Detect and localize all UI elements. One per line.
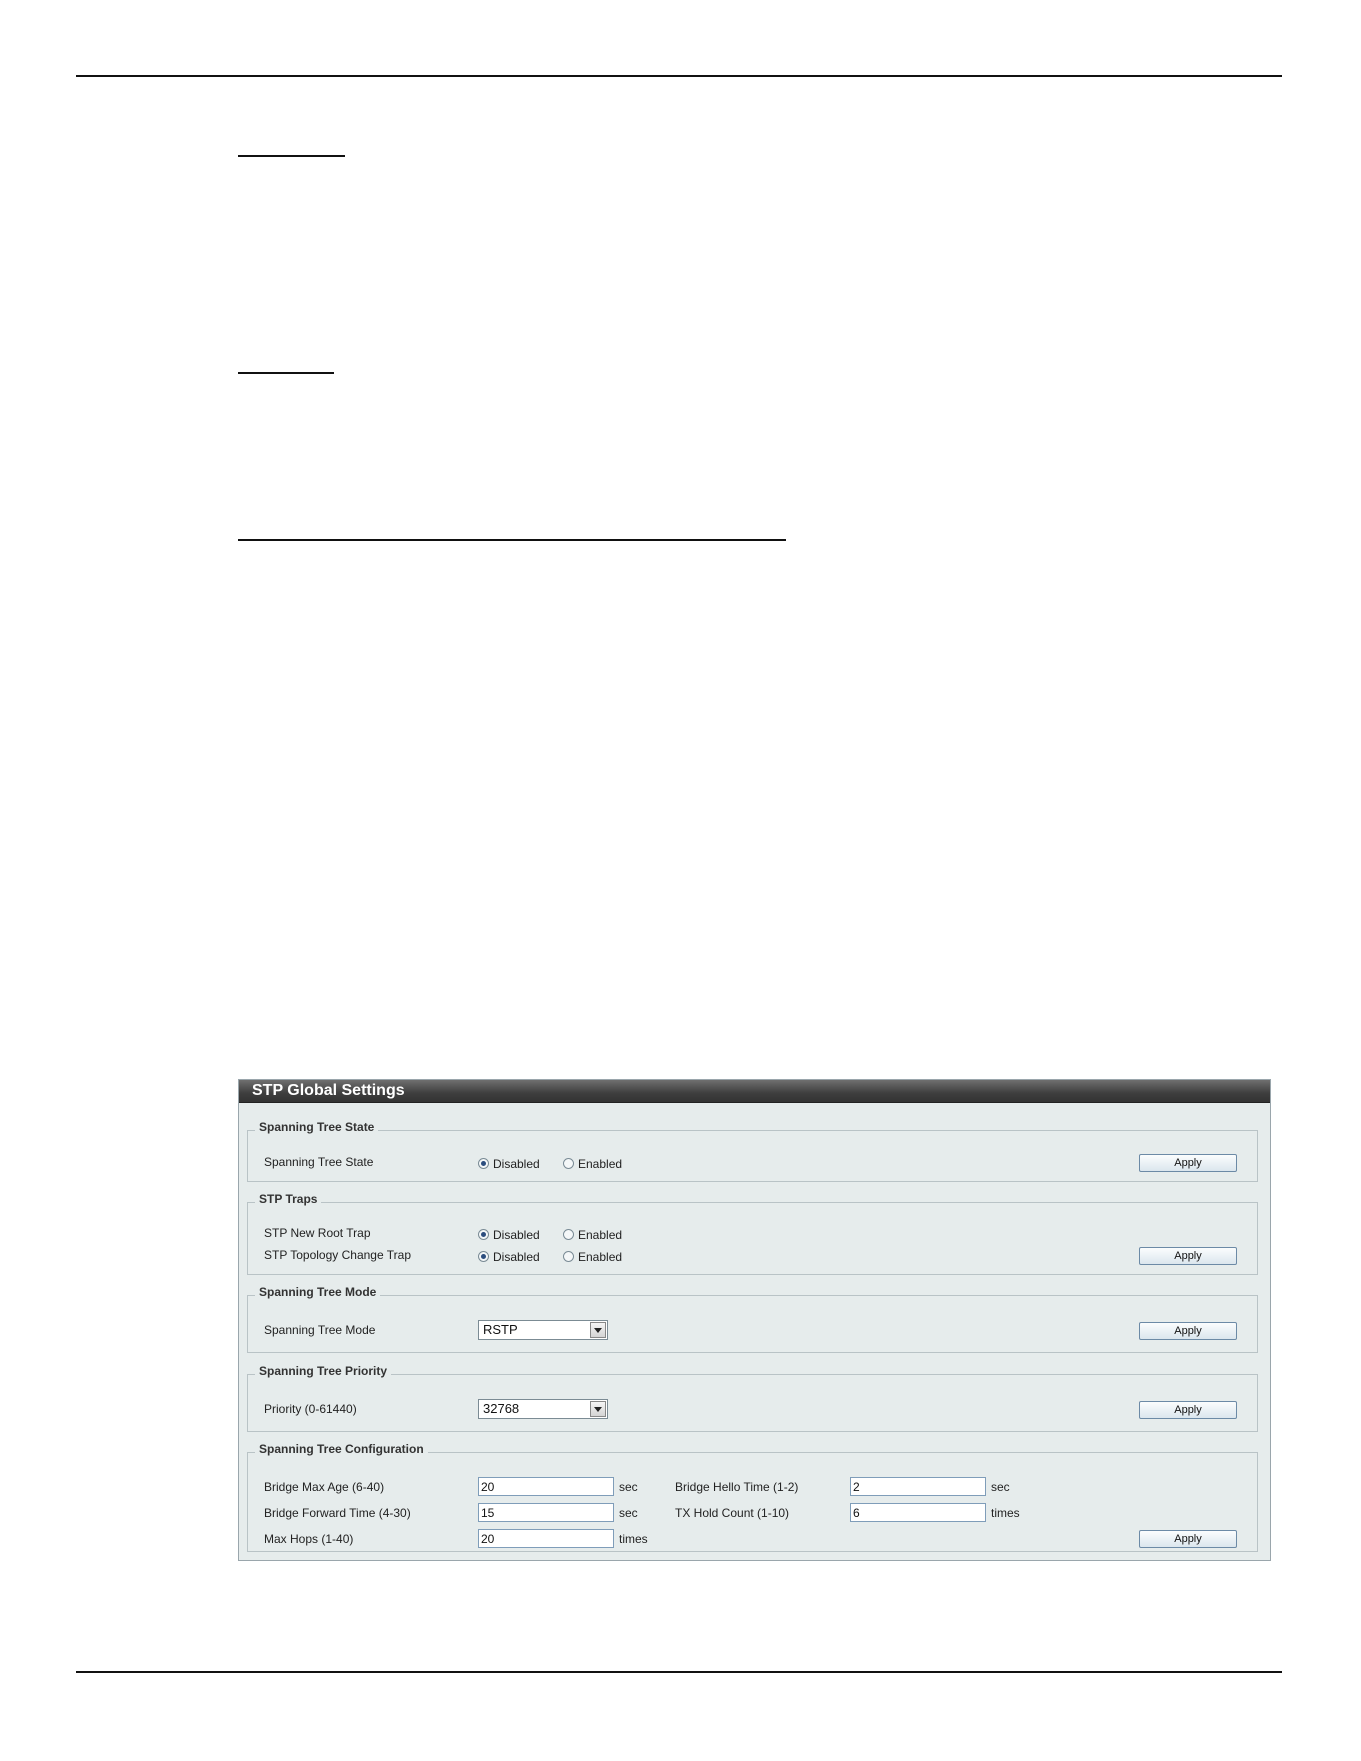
chevron-down-icon[interactable] [590,1401,606,1417]
radio-unselected-icon [563,1229,574,1240]
new-root-trap-label: STP New Root Trap [264,1226,371,1240]
fieldset-spanning-tree-configuration [247,1442,1258,1552]
fieldset-legend: Spanning Tree State [255,1120,378,1134]
bridge-forward-time-label: Bridge Forward Time (4-30) [264,1506,411,1520]
priority-apply-button[interactable]: Apply [1139,1401,1237,1419]
bridge-forward-time-input[interactable] [478,1503,614,1522]
stp-global-settings-panel [238,1079,1271,1561]
max-hops-label: Max Hops (1-40) [264,1532,354,1546]
select-value: RSTP [483,1322,518,1337]
unit-label: sec [991,1480,1010,1494]
page-header-rule [76,75,1282,77]
priority-label: Priority (0-61440) [264,1402,357,1416]
bridge-hello-time-label: Bridge Hello Time (1-2) [675,1480,799,1494]
bridge-max-age-label: Bridge Max Age (6-40) [264,1480,385,1494]
radio-selected-icon [478,1158,489,1169]
fieldset-legend: Spanning Tree Mode [255,1285,380,1299]
chevron-down-icon[interactable] [590,1322,606,1338]
spanning-tree-mode-label: Spanning Tree Mode [264,1323,376,1337]
priority-select[interactable] [478,1399,608,1419]
fieldset-spanning-tree-state [247,1120,1258,1182]
radio-unselected-icon [563,1158,574,1169]
unit-label: times [991,1506,1020,1520]
page-footer-rule [76,1671,1282,1673]
spanning-tree-mode-select[interactable] [478,1320,608,1340]
fieldset-legend: Spanning Tree Configuration [255,1442,428,1456]
topology-change-trap-label: STP Topology Change Trap [264,1248,411,1262]
fieldset-stp-traps [247,1192,1258,1275]
panel-title: STP Global Settings [239,1080,1270,1103]
unit-label: times [619,1532,648,1546]
heading-underline-2 [238,372,334,374]
spanning-tree-state-label: Spanning Tree State [264,1155,374,1169]
topology-enabled-radio[interactable]: Enabled [563,1249,622,1264]
tx-hold-count-input[interactable] [850,1503,986,1522]
state-apply-button[interactable]: Apply [1139,1154,1237,1172]
fieldset-spanning-tree-mode [247,1285,1258,1353]
heading-underline-1 [238,155,345,157]
radio-unselected-icon [563,1251,574,1262]
topology-disabled-radio[interactable]: Disabled [478,1249,540,1264]
heading-underline-3 [238,539,786,541]
tx-hold-count-label: TX Hold Count (1-10) [675,1506,790,1520]
new-root-disabled-radio[interactable]: Disabled [478,1227,540,1242]
max-hops-input[interactable] [478,1529,614,1548]
bridge-max-age-input[interactable] [478,1477,614,1496]
state-disabled-radio[interactable]: Disabled [478,1156,540,1171]
radio-selected-icon [478,1251,489,1262]
new-root-enabled-radio[interactable]: Enabled [563,1227,622,1242]
fieldset-spanning-tree-priority [247,1364,1258,1432]
fieldset-legend: Spanning Tree Priority [255,1364,391,1378]
fieldset-legend: STP Traps [255,1192,321,1206]
traps-apply-button[interactable]: Apply [1139,1247,1237,1265]
mode-apply-button[interactable]: Apply [1139,1322,1237,1340]
select-value: 32768 [483,1401,520,1416]
unit-label: sec [619,1506,638,1520]
configuration-apply-button[interactable]: Apply [1139,1530,1237,1548]
unit-label: sec [619,1480,638,1494]
bridge-hello-time-input[interactable] [850,1477,986,1496]
state-enabled-radio[interactable]: Enabled [563,1156,622,1171]
radio-selected-icon [478,1229,489,1240]
